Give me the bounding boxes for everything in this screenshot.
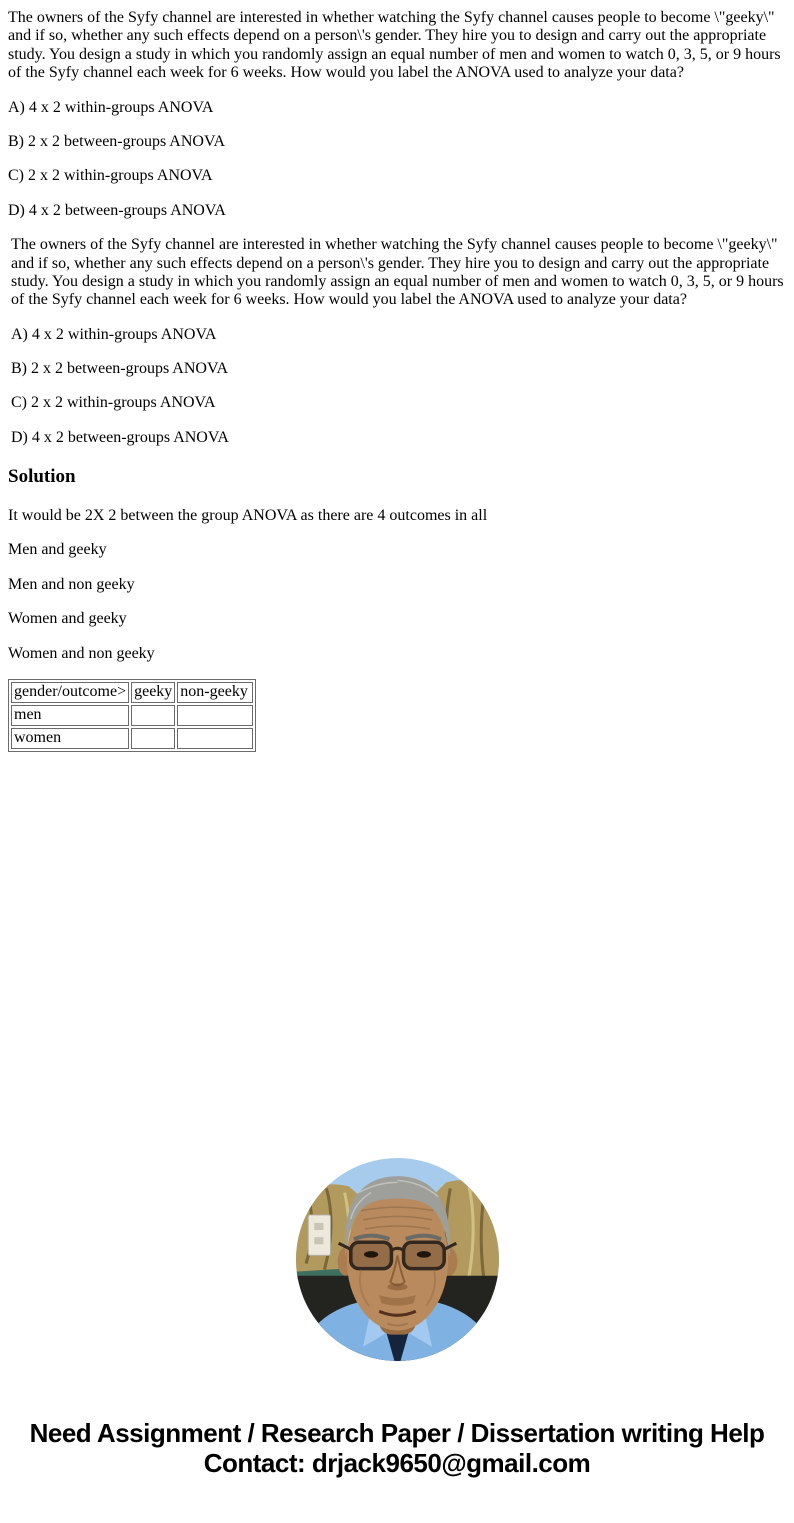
avatar-section: [8, 1158, 786, 1366]
nose-shadow: [387, 1283, 407, 1290]
footer-contact-email: Contact: drjack9650@gmail.com: [203, 1448, 591, 1479]
table-row: [11, 728, 253, 749]
option-b: B) 2 x 2 between-groups ANOVA: [8, 132, 226, 150]
option-c: C) 2 x 2 within-groups ANOVA: [11, 394, 216, 412]
tutor-photo: [296, 1158, 499, 1361]
cell-men-nongeeky: [177, 705, 253, 726]
table-row: [11, 705, 253, 726]
footer-banner: [8, 1418, 786, 1478]
gender-outcome-table: [8, 679, 256, 752]
option-c: C) 2 x 2 within-groups ANOVA: [8, 167, 213, 185]
option-b: B) 2 x 2 between-groups ANOVA: [11, 360, 229, 378]
solution-heading: Solution: [8, 466, 76, 488]
eye-right: [416, 1251, 430, 1257]
question-block-2: [8, 236, 786, 447]
header-cell-gender: gender/outcome>: [11, 682, 129, 703]
option-d: D) 4 x 2 between-groups ANOVA: [8, 201, 226, 219]
outcome-line: Men and non geeky: [8, 575, 135, 593]
cell-women-nongeeky: [177, 728, 253, 749]
header-cell-geeky: geeky: [131, 682, 175, 703]
footer-help-text: Need Assignment / Research Paper / Dissertation writing Help: [29, 1418, 765, 1449]
question-block-1: [8, 9, 786, 220]
outcome-line: Women and geeky: [8, 610, 127, 628]
table-header-row: [11, 682, 253, 703]
option-a: A) 4 x 2 within-groups ANOVA: [8, 98, 214, 116]
cell-men-geeky: [131, 705, 175, 726]
cell-men: men: [11, 705, 129, 726]
eye-left: [364, 1251, 378, 1257]
cell-women: women: [11, 728, 129, 749]
solution-text: It would be 2X 2 between the group ANOVA as there are 4 outcomes in all: [8, 507, 488, 525]
outcome-line: Men and geeky: [8, 541, 107, 559]
cell-women-geeky: [131, 728, 175, 749]
tutor-portrait-illustration: [296, 1158, 499, 1361]
switch-plate: [308, 1215, 330, 1256]
option-d: D) 4 x 2 between-groups ANOVA: [11, 428, 229, 446]
header-cell-nongeeky: non-geeky: [177, 682, 253, 703]
outcome-line: Women and non geeky: [8, 644, 155, 662]
question-text: The owners of the Syfy channel are interested in whether watching the Syfy channel causes people to become \"geeky\" and if so, whether any such effects depend on a person\'s gender. They hire you to design and carry out the appropriate study. You design a study in which you randomly assign an equal number of men and women to watch 0, 3, 5, or 9 hours of the Syfy channel each week for 6 weeks. How would you label the ANOVA used to analyze your data?: [8, 9, 781, 82]
question-text: The owners of the Syfy channel are interested in whether watching the Syfy channel causes people to become \"geeky\" and if so, whether any such effects depend on a person\'s gender. They hire you to design and carry out the appropriate study. You design a study in which you randomly assign an equal number of men and women to watch 0, 3, 5, or 9 hours of the Syfy channel each week for 6 weeks. How would you label the ANOVA used to analyze your data?: [11, 236, 784, 309]
option-a: A) 4 x 2 within-groups ANOVA: [11, 325, 217, 343]
